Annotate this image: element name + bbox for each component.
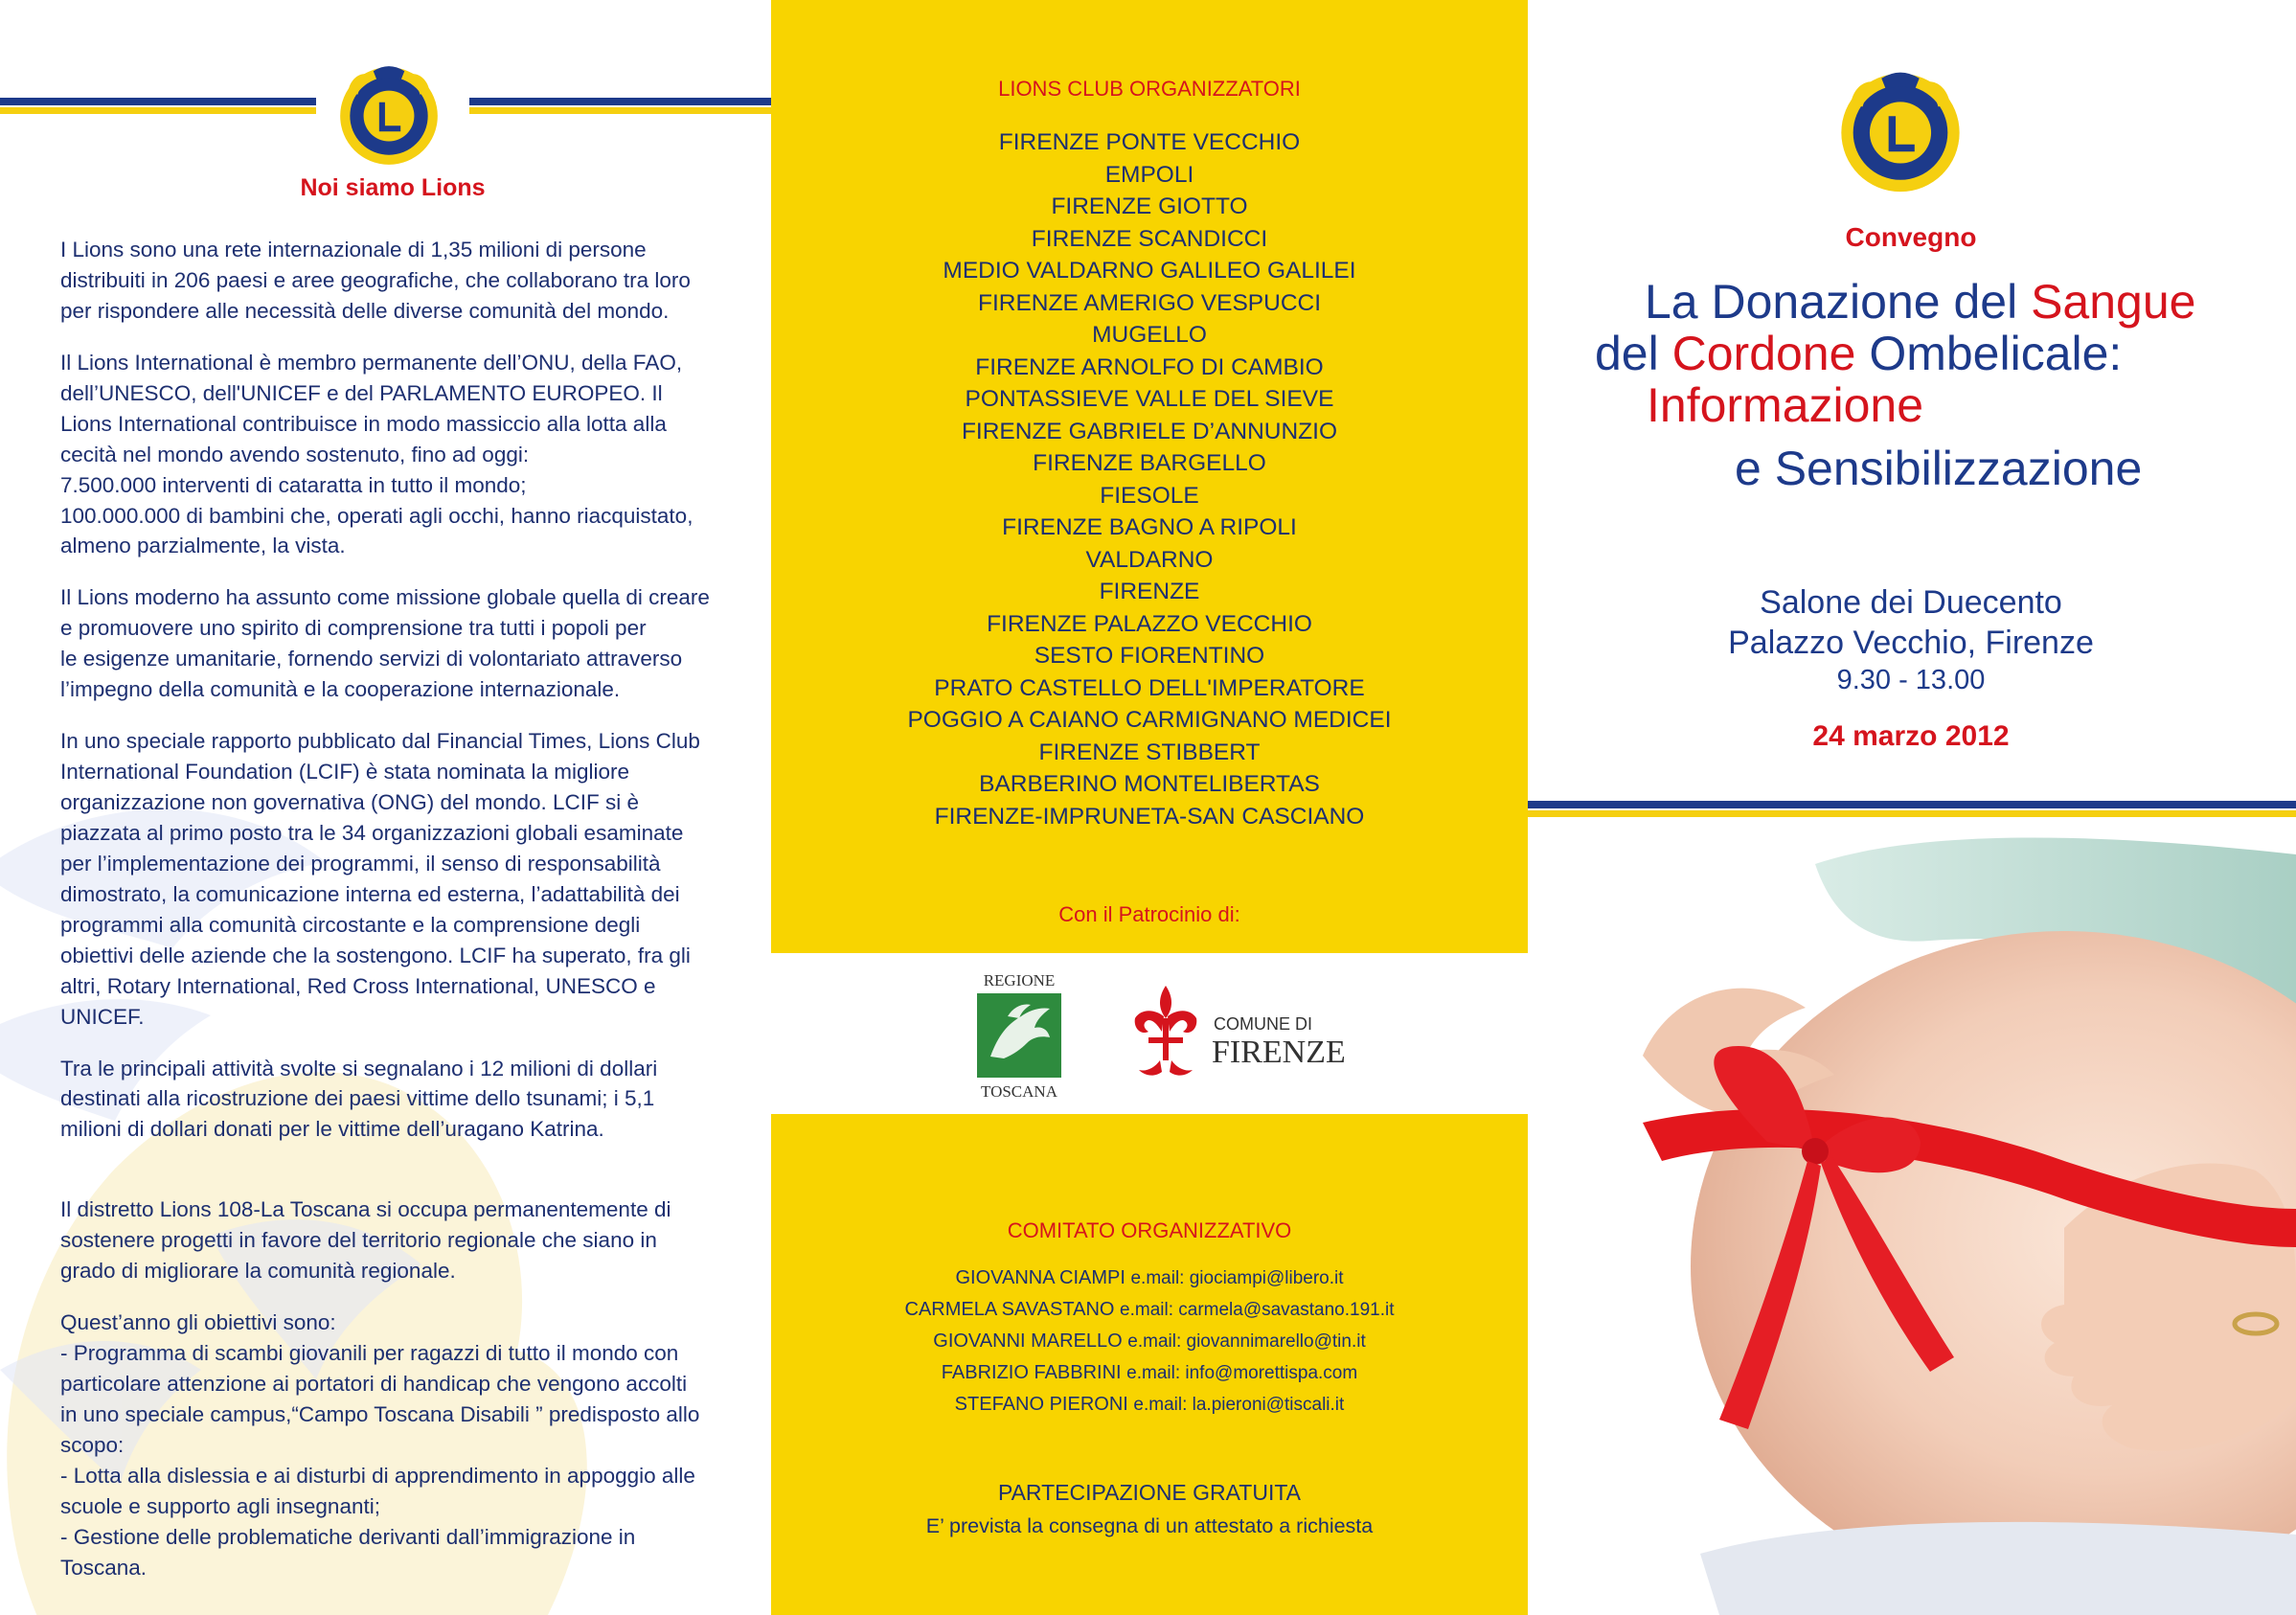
- title-highlight: Sangue: [2031, 275, 2196, 329]
- clubs-title: LIONS CLUB ORGANIZZATORI: [998, 77, 1301, 101]
- list-item: FIRENZE SCANDICCI: [1031, 225, 1268, 252]
- decorative-stripes: [1528, 801, 2296, 820]
- free-participation: [771, 1475, 1528, 1542]
- regione-toscana-logo-icon: [969, 968, 1069, 1101]
- list-item: FIRENZE AMERIGO VESPUCCI: [977, 289, 1322, 316]
- text-line: per l’implementazione dei programmi, il senso di responsabilità: [60, 851, 661, 876]
- middle-panel: [771, 0, 1528, 1615]
- decorative-stripes: [469, 98, 771, 117]
- left-panel: [0, 0, 771, 1615]
- firenze-label: FIRENZE: [1212, 1035, 1346, 1070]
- list-item: FIRENZE PONTE VECCHIO: [998, 129, 1301, 155]
- venue-building: Palazzo Vecchio, Firenze: [1728, 625, 2094, 661]
- member-email: e.mail: giovannimarello@tin.it: [1127, 1331, 1366, 1352]
- member-email: e.mail: info@morettispa.com: [1126, 1363, 1358, 1383]
- list-item: FIRENZE STIBBERT: [1038, 739, 1261, 765]
- text-line: organizzazione non governativa (ONG) del mondo. LCIF si è: [60, 790, 640, 814]
- text-line: altri, Rotary International, Red Cross International, UNESCO e: [60, 973, 656, 998]
- list-item: FIRENZE-IMPRUNETA-SAN CASCIANO: [934, 803, 1365, 830]
- member-name: CARMELA SAVASTANO: [904, 1299, 1115, 1320]
- section-heading: Noi siamo Lions: [300, 174, 486, 201]
- list-item: FIRENZE ARNOLFO DI CAMBIO: [975, 353, 1324, 380]
- text-line: le esigenze umanitarie, fornendo servizi di volontariato attraverso: [60, 647, 683, 671]
- list-item: BARBERINO MONTELIBERTAS: [979, 771, 1320, 797]
- list-item: FIRENZE BARGELLO: [1033, 450, 1266, 476]
- list-item: FIRENZE BAGNO A RIPOLI: [1002, 514, 1297, 540]
- list-item: SESTO FIORENTINO: [1034, 643, 1265, 669]
- text-line: scopo:: [60, 1432, 125, 1457]
- text-line: in uno speciale campus,“Campo Toscana Disabili ” predisposto allo: [60, 1401, 700, 1426]
- text-line: programmi alla comunità circostante e la comprensione degli: [60, 912, 641, 937]
- text-line: particolare attenzione ai portatori di handicap che vengono accolti: [60, 1372, 688, 1396]
- text-line: International Foundation (LCIF) è stata nominata la migliore: [60, 760, 630, 785]
- lions-logo-icon: [330, 56, 447, 172]
- text-line: UNICEF.: [60, 1004, 145, 1029]
- text-line: grado di migliorare la comunità regionale.: [60, 1259, 456, 1284]
- text-line: almeno parzialmente, la vista.: [60, 534, 346, 558]
- text-line: Il Lions moderno ha assunto come missione globale quella di creare: [60, 585, 710, 610]
- list-item: FIESOLE: [1100, 482, 1199, 509]
- member-email: e.mail: carmela@savastano.191.it: [1120, 1300, 1395, 1320]
- patronage-logos: [771, 953, 1528, 1114]
- text-line: - Gestione delle problematiche derivanti dall’immigrazione in: [60, 1524, 636, 1549]
- title-highlight: Cordone: [1671, 327, 1856, 380]
- member-name: FABRIZIO FABBRINI: [941, 1362, 1122, 1383]
- comune-firenze-logo-icon: [1125, 980, 1375, 1085]
- title-text: Sensibilizzazione: [1774, 442, 2143, 495]
- text-line: 100.000.000 di bambini che, operati agli occhi, hanno riacquistato,: [60, 503, 693, 528]
- free-participation-note: E’ prevista la consegna di un attestato a richiesta: [925, 1514, 1374, 1537]
- committee-member: [771, 1262, 1528, 1294]
- title-line: [1735, 443, 2142, 494]
- comune-label: COMUNE DI: [1214, 1014, 1312, 1034]
- event-date: 24 marzo 2012: [1812, 720, 2010, 752]
- lions-description: [60, 235, 723, 1604]
- list-item: MUGELLO: [1092, 322, 1207, 348]
- paragraph: [60, 726, 723, 1032]
- paragraph: [60, 235, 723, 327]
- text-line: dell’UNESCO, dell'UNICEF e del PARLAMENTO EUROPEO. Il: [60, 380, 663, 405]
- text-line: Toscana.: [60, 1555, 148, 1580]
- text-line: obiettivi delle aziende che la sostengono. LCIF ha superato, fra gli: [60, 943, 691, 967]
- member-name: STEFANO PIERONI: [954, 1394, 1128, 1415]
- text-line: Tra le principali attività svolte si segnalano i 12 milioni di dollari: [60, 1056, 658, 1080]
- member-name: GIOVANNI MARELLO: [933, 1331, 1123, 1352]
- list-item: FIRENZE GIOTTO: [1051, 193, 1248, 219]
- paragraph: [60, 1054, 723, 1146]
- member-name: GIOVANNA CIAMPI: [955, 1267, 1125, 1288]
- text-line: distribuiti in 206 paesi e aree geografiche, che collaborano tra loro: [60, 267, 691, 292]
- member-email: e.mail: la.pieroni@tiscali.it: [1133, 1395, 1345, 1415]
- text-line: Il distretto Lions 108-La Toscana si occupa permanentemente di: [60, 1197, 671, 1222]
- committee-member: [771, 1326, 1528, 1357]
- event-time: 9.30 - 13.00: [1836, 665, 1986, 695]
- text-line: scuole e supporto agli insegnanti;: [60, 1493, 380, 1518]
- text-line: - Programma di scambi giovanili per ragazzi di tutto il mondo con: [60, 1341, 679, 1366]
- event-type: Convegno: [1845, 222, 1977, 252]
- paragraph: [60, 582, 723, 705]
- title-line: [1645, 276, 2195, 328]
- lions-logo-icon: [1830, 59, 1971, 201]
- paragraph: [60, 1194, 723, 1286]
- text-line: destinati alla ricostruzione dei paesi vittime dello tsunami; i 5,1: [60, 1086, 655, 1111]
- committee-member: [771, 1389, 1528, 1421]
- pregnant-belly-ribbon-image: [1528, 826, 2296, 1615]
- venue-hall: Salone dei Duecento: [1760, 584, 2062, 621]
- text-line: dimostrato, la comunicazione interna ed esterna, l’adattabilità dei: [60, 881, 680, 906]
- title-text: e: [1735, 442, 1775, 495]
- paragraph: [60, 348, 723, 562]
- member-email: e.mail: gіociampi@libero.it: [1130, 1268, 1344, 1288]
- organizing-clubs-list: [771, 126, 1528, 832]
- list-item: FIRENZE GABRIELE D’ANNUNZIO: [961, 418, 1338, 444]
- title-text: La Donazione del: [1645, 275, 2032, 329]
- text-line: e promuovere uno spirito di comprensione tra tutti i popoli per: [60, 616, 647, 641]
- text-line: Il Lions International è membro permanente dell’ONU, della FAO,: [60, 350, 683, 375]
- text-line: piazzata al primo posto tra le 34 organizzazioni globali esaminate: [60, 820, 684, 845]
- list-item: POGGIO A CAIANO CARMIGNANO MEDICEI: [907, 707, 1392, 733]
- text-line: 7.500.000 interventi di cataratta in tutto il mondo;: [60, 472, 527, 497]
- title-text: Ombelicale:: [1855, 327, 2123, 380]
- list-item: PONTASSIEVE VALLE DEL SIEVE: [965, 386, 1334, 412]
- list-item: MEDIO VALDARNO GALILEO GALILEI: [943, 258, 1356, 284]
- title-line: [1595, 328, 2122, 379]
- list-item: FIRENZE: [1099, 579, 1200, 604]
- right-panel: [1528, 0, 2296, 1615]
- text-line: In uno speciale rapporto pubblicato dal Financial Times, Lions Club: [60, 729, 700, 754]
- title-line: Informazione: [1647, 378, 1924, 432]
- committee-member: [771, 1294, 1528, 1326]
- list-item: FIRENZE PALAZZO VECCHIO: [987, 610, 1312, 637]
- list-item: VALDARNO: [1085, 546, 1214, 573]
- text-line: per rispondere alle necessità delle diverse comunità del mondo.: [60, 298, 670, 323]
- list-item: EMPOLI: [1104, 161, 1194, 188]
- text-line: cecità nel mondo avendo sostenuto, fino ad oggi:: [60, 442, 530, 466]
- regione-label: REGIONE: [983, 971, 1056, 989]
- free-participation-title: PARTECIPAZIONE GRATUITA: [997, 1480, 1302, 1505]
- decorative-stripes: [0, 98, 316, 117]
- text-line: milioni di dollari donati per le vittime dell’uragano Katrina.: [60, 1117, 604, 1142]
- committee-list: [771, 1262, 1528, 1421]
- text-line: I Lions sono una rete internazionale di 1,35 milioni di persone: [60, 238, 647, 262]
- title-text: del: [1595, 327, 1672, 380]
- text-line: Quest’anno gli obiettivi sono:: [60, 1310, 336, 1335]
- text-line: l’impegno della comunità e la cooperazione internazionale.: [60, 677, 621, 702]
- text-line: Lions International contribuisce in modo massiccio alla lotta alla: [60, 411, 667, 436]
- paragraph: [60, 1308, 723, 1582]
- committee-title: COMITATO ORGANIZZATIVO: [1007, 1218, 1292, 1242]
- toscana-label: TOSCANA: [981, 1082, 1057, 1101]
- text-line: sostenere progetti in favore del territorio regionale che siano in: [60, 1228, 657, 1253]
- text-line: - Lotta alla dislessia e ai disturbi di apprendimento in appoggio alle: [60, 1463, 695, 1488]
- list-item: PRATO CASTELLO DELL'IMPERATORE: [934, 674, 1365, 701]
- committee-member: [771, 1357, 1528, 1389]
- event-venue: [1528, 582, 2294, 697]
- patronage-title: Con il Patrocinio di:: [1058, 902, 1240, 926]
